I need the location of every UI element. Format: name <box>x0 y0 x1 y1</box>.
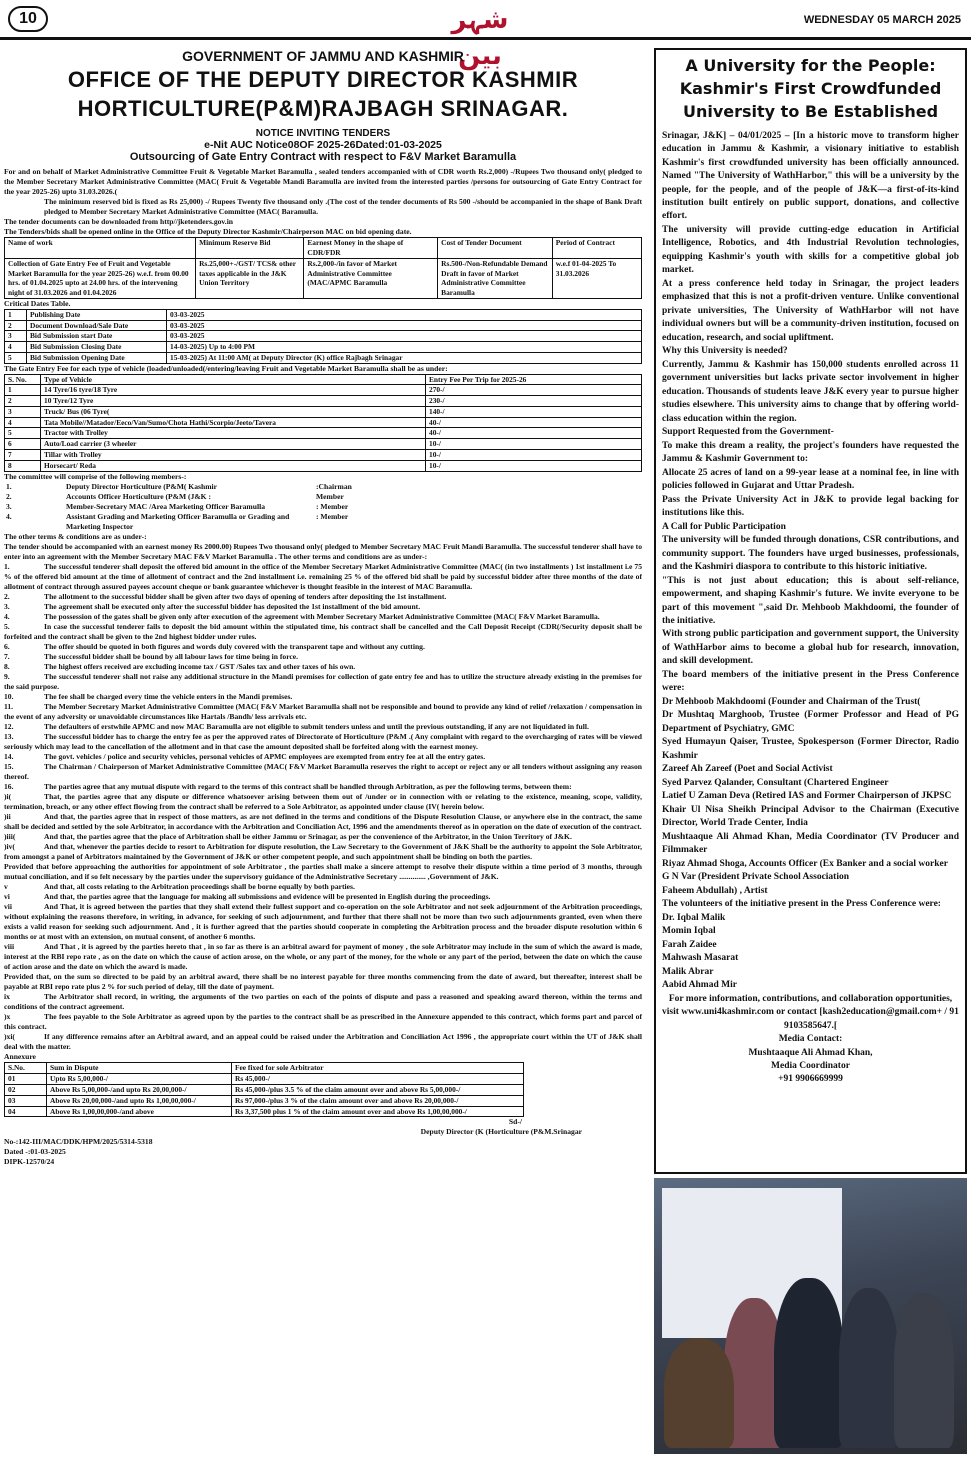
list-item: Syed Humayun Qaiser, Trustee, Spokesperson (Former Director, Radio Kashmir <box>662 737 959 761</box>
article-paragraph: Currently, Jammu & Kashmir has 150,000 students enrolled across 11 government universities but lacks private sector involvement in higher education. Thousands of students leave J&K every year to pursue higher studies elsewhere. This university aims to change that by offering world-class education within the region. <box>662 359 959 424</box>
term-number: 15. <box>4 762 14 771</box>
term-text: And that, the parties agree that the language for making all submissions and evidence will be presented in English during the proceedings. <box>44 892 491 902</box>
term-number: )i( <box>4 792 12 802</box>
term-item <box>4 592 642 602</box>
list-item-number: 4. <box>6 511 12 521</box>
list-item-role: : Member <box>316 511 349 521</box>
term-item <box>4 792 642 812</box>
list-item-text: Deputy Director Horticulture (P&M( Kashmir <box>66 481 217 491</box>
table-cell: 3 <box>5 406 41 417</box>
term-text: The fees payable to the Sole Arbitrator as agreed upon by the parties to the contract shall be as prescribed in the Annexure appended to this contract, which forms part and parcel of this contract. <box>4 1012 642 1032</box>
table-cell: Publishing Date <box>27 309 167 320</box>
list-item: Momin Iqbal <box>662 926 716 937</box>
list-item: Syed Parvez Qalander, Consultant (Chartered Engineer <box>662 777 889 788</box>
table-row <box>5 417 642 428</box>
list-item: Dr. Iqbal Malik <box>662 912 726 923</box>
table-cell: Upto Rs 5,00,000-/ <box>47 1074 232 1085</box>
table-cell: Above Rs 20,00,000-/and upto Rs 1,00,00,000-/ <box>47 1095 232 1106</box>
article-subhead: Why this University is needed? <box>662 346 788 357</box>
table-cell: 4 <box>5 417 41 428</box>
list-item: Zareef Ah Zareef (Poet and Social Activist <box>662 764 833 775</box>
work-table-header <box>5 238 642 259</box>
photo-person <box>664 1338 734 1448</box>
list-item-text: Member-Secretary MAC /Area Marketing Officer Baramulla <box>66 501 265 511</box>
provided-text: Provided that before approaching the authorities for appointment of sole Arbitrator , the parties shall make a sincere attempt to resolve their dispute within a time period of 3 months, through mutual conciliation, and if so felt necessary by the parties under the supervisory guidance of the Administrative Secretary .............. ,Government of J&K. <box>4 862 642 882</box>
term-number: 7. <box>4 651 10 661</box>
vehicle-fee-table <box>4 374 642 472</box>
term-number: 13. <box>4 731 14 741</box>
list-item-number: 2. <box>6 491 12 501</box>
photo-person <box>894 1293 954 1448</box>
term-number: )xi( <box>4 1032 15 1042</box>
term-item <box>4 762 642 782</box>
term-number: 12. <box>4 721 14 731</box>
table-row <box>5 406 642 417</box>
term-item <box>4 882 642 892</box>
list-item: Mahwash Masarat <box>662 953 739 964</box>
table-cell: 3 <box>5 331 27 342</box>
volunteers-list <box>662 912 959 993</box>
term-text: The parties agree that any mutual dispute with regard to the terms of this contract shall be handled through Arbitration, as per the following terms, between them: <box>44 782 572 792</box>
table-row <box>5 1085 524 1096</box>
term-number: 2. <box>4 591 10 601</box>
table-header-cell: Earnest Money in the shape of CDR/FDR <box>304 238 438 259</box>
list-item-role: Member <box>316 491 344 501</box>
article-paragraph: The university will provide cutting-edge education in Artificial Intelligence, Robotics, and 4th Industrial Revolution technologies, equipping Kashmir's youth with skills for a competitive global job market. <box>662 224 959 276</box>
table-cell: 4 <box>5 342 27 353</box>
term-text: That, the parties agree that any dispute or difference whatsoever arising between them out of /under or in connection with or relating to the existence, meaning, scope, validity, termination, breach, or any other effect flowing from the contract shall be referred to a Sole Arbitrator, as appointed under clause (IV( herein below. <box>4 792 642 812</box>
table-cell: 1 <box>5 309 27 320</box>
term-text: The fee shall be charged every time the vehicle enters in the Mandi premises. <box>44 691 293 701</box>
article-paragraph: The university will be funded through donations, CSR contributions, and community support. The founders have urged businesses, professionals, and the Kashmiri diaspora to contribute to this historic initiative. <box>662 535 959 573</box>
table-row <box>5 331 642 342</box>
term-item <box>4 812 642 832</box>
term-number: 3. <box>4 601 10 611</box>
list-item: G N Var (President Private School Association <box>662 872 850 883</box>
term-item <box>4 602 642 612</box>
article-paragraph: The board members of the initiative present in the Press Conference were: <box>662 669 959 694</box>
issue-date: WEDNESDAY 05 MARCH 2025 <box>803 14 961 26</box>
table-cell: Auto/Load carrier (3 wheeler <box>41 439 426 450</box>
table-cell: 2 <box>5 396 41 407</box>
term-item <box>4 782 642 792</box>
term-item <box>4 622 642 642</box>
list-item: Dr Mushtaq Marghoob, Trustee (Former Professor and Head of PG Department of Psychiatry, GMC <box>662 710 959 734</box>
table-cell: 5 <box>5 352 27 363</box>
download-text: The tender documents can be downloaded from http//jketenders.gov.in <box>4 217 234 227</box>
table-cell: 10-/ <box>426 460 642 471</box>
table-header-cell: Sum in Dispute <box>47 1063 232 1074</box>
table-cell: Above Rs 1,00,00,000-/and above <box>47 1106 232 1117</box>
media-contact-name: Mushtaaque Ali Ahmad Khan, <box>748 1047 873 1058</box>
fee-title: The Gate Entry Fee for each type of vehicle (loaded/unloaded(/entering/leaving Fruit and Vegetable Market Baramulla shall be as under: <box>4 363 448 373</box>
table-cell: Bid Submission Closing Date <box>27 342 167 353</box>
table-cell: 01 <box>5 1074 47 1085</box>
table-cell: Rs.500-/Non-Refundable Demand Draft in favor of Market Administrative Committee Baramulla <box>438 258 553 298</box>
list-item <box>4 502 642 512</box>
term-item <box>4 832 642 842</box>
term-text: The govt. vehicles / police and security vehicles, personal vehicles of APMC employees are exempted from entry fee at all the entry gates. <box>44 751 486 761</box>
term-text: The defaulters of erstwhile APMC and now MAC Baramulla are not eligible to submit tenders unless and until the previous outstanding, if any are not liquidated in full. <box>44 721 589 731</box>
reference-number: No-:142-III/MAC/DDK/HPM/2025/5314-5318 <box>4 1137 153 1147</box>
page-number: 10 <box>8 6 48 32</box>
term-text: And that, the parties agree that the place of Arbitration shall be either Jammu or Srinagar, as per the convenience of the Arbitrator, in the Union Territory of J&K. <box>44 832 572 842</box>
term-text: The possession of the gates shall be given only after execution of the agreement with Member Secretary Market Administrative Committee (MAC( F&V Market Baramulla. <box>44 611 600 621</box>
list-item <box>4 512 642 532</box>
table-cell: Bid Submission start Date <box>27 331 167 342</box>
media-contact-phone: +91 9906669999 <box>778 1074 843 1085</box>
signature-sd: Sd-/ <box>508 1117 522 1127</box>
term-text: The highest offers received are excluding income tax / GST /Sales tax and other taxes of his own. <box>44 661 356 671</box>
term-item <box>4 1012 642 1032</box>
tender-notice <box>4 48 642 1426</box>
table-cell: Rs.2,000-/in favor of Market Administrative Committee (MAC/APMC Baramulla <box>304 258 438 298</box>
table-cell: 15-03-2025) At 11:00 AM( at Deputy Director (K) office Rajbagh Srinagar <box>167 352 642 363</box>
table-cell: 1 <box>5 385 41 396</box>
enit-number: e-Nit AUC Notice08OF 2025-26Dated:01-03-2025 <box>204 139 442 152</box>
term-item <box>4 722 642 732</box>
term-text: The successful bidder shall be bound by all labour laws for time being in force. <box>44 651 299 661</box>
article-paragraph: The volunteers of the initiative present in the Press Conference were: <box>662 899 941 910</box>
term-number: 10. <box>4 691 14 701</box>
term-number: 4. <box>4 611 10 621</box>
list-item: Mushtaaque Ali Ahmad Khan, Media Coordinator (TV Producer and Filmmaker <box>662 831 959 856</box>
table-cell: 5 <box>5 428 41 439</box>
article-paragraph: With strong public participation and government support, the University of WathHarbor aims to become a global hub for research, innovation, and skill development. <box>662 629 959 667</box>
table-cell: Rs.25,000+-/GST/ TCS& other taxes applicable in the J&K Union Territory <box>196 258 304 298</box>
term-number: 16. <box>4 782 14 792</box>
term-number: 11. <box>4 701 14 711</box>
table-header-cell: Name of work <box>5 238 196 259</box>
table-cell: 6 <box>5 439 41 450</box>
term-item <box>4 942 642 972</box>
table-row <box>5 1106 524 1117</box>
min-bid-text: The minimum reserved bid is fixed as Rs 25,000) -/ Rupees Twenty five thousand only .(The cost of the tender documents of Rs 500 -/should be accompanied in the shape of Bank Draft pledged to Member Secretary Market Administrative Committee (MAC( Baramulla. <box>44 197 642 217</box>
list-item-text: Assistant Grading and Marketing Officer Baramulla or Grading and Marketing Inspector <box>66 511 290 531</box>
table-cell: 03 <box>5 1095 47 1106</box>
table-header-cell: Minimum Reserve Bid <box>196 238 304 259</box>
term-number: 9. <box>4 671 10 681</box>
notice-title: NOTICE INVITING TENDERS <box>255 128 391 140</box>
list-item <box>4 492 642 502</box>
term-item <box>4 642 642 652</box>
term-number: )iv( <box>4 842 15 852</box>
list-item-number: 3. <box>6 501 12 511</box>
term-text: The Arbitrator shall record, in writing, the arguments of the two parties on each of the points of dispute and pass a reasoned and speaking award thereon, within the terms and conditions of the contract agreement. <box>4 992 642 1012</box>
term-item <box>4 992 642 1012</box>
term-text: And that, whenever the parties decide to resort to Arbitration for dispute resolution, the Law Secretary to the Government of J&K Shall be the authority to appoint the Sole Arbitrator, from amongst a panel of Arbitrators maintained by the Government of J&K or other competent people, and such appointment shall be binding on both the parties. <box>4 842 642 862</box>
list-item: Dr Mehboob Makhdoomi (Founder and Chairman of the Trust( <box>662 696 921 707</box>
table-cell: Tata Mobile//Matador/Eeco/Van/Sumo/Chota Hathi/Scorpio/Jeeto/Tavera <box>41 417 426 428</box>
term-text: The successful bidder has to charge the entry fee as per the approved rates of Directorate of Horticulture (P&M .( Any complaint with regard to the overcharging of rates will be viewed seriously which may lead to the cancellation of the allotment and in that case the amount deposited shall be forfeited along with the earnest money. <box>4 731 642 751</box>
table-cell: Rs 45,000-/ <box>232 1074 524 1085</box>
term-number: 5. <box>4 621 10 631</box>
article-paragraph: Allocate 25 acres of land on a 99-year lease at a nominal fee, in line with policies followed in Gujarat and Uttar Pradesh. <box>662 467 959 492</box>
table-row <box>5 396 642 407</box>
term-number: )iii( <box>4 832 16 842</box>
term-item <box>4 672 642 692</box>
table-row <box>5 460 642 471</box>
reference-date: Dated -:01-03-2025 <box>4 1147 66 1157</box>
table-cell: Tillar with Trolley <box>41 450 426 461</box>
table-row <box>5 1063 524 1074</box>
term-text: And That, it is agreed between the parties that they shall extend their fullest support and co-operation on the sole Arbitrator and not seek adjournment of the Arbitration proceedings, without explaining the reasons therefore, in writing, in advance, for seeking of such adjournment, and further that there shall not be more than two such adjournments granted, even when there exists a valid reason for seeking such adjournment. And , it is further agreed that the parties should cooperate in completing the Arbitration process and the broader dispute resolution within 6 months or at most with an extension, on mutual consent, of another 6 months. <box>4 902 642 942</box>
tender-intro: For and on behalf of Market Administrative Committee Fruit & Vegetable Market Baramulla , sealed tenders accompanied with of CDR worth Rs.2,000) -/Rupees Two thousand only( pledged to the Member Secretary Market Administrative Committee (MAC( Fruit & Vegetable Mandi Baramulla are invited from the interested parties /persons for outsourcing of Gate Entry Contract for the year 2025-26) upto 31.03.2026.( <box>4 167 642 197</box>
table-cell: Collection of Gate Entry Fee of Fruit and Vegetable Market Baramulla for the year 2025-26) w.e.f. from 00.00 hrs. of 01.04.2025 upto at 24.00 hrs. of the intervening night of 31.03.2026 and 01.04.2026 <box>5 258 196 298</box>
table-cell: Rs 45,000-/plus 3.5 % of the claim amount over and above Rs 5,00,000-/ <box>232 1085 524 1096</box>
table-row <box>5 385 642 396</box>
table-cell: 14 Tyre/16 tyre/18 Tyre <box>41 385 426 396</box>
term-number: ix <box>4 992 10 1002</box>
table-row <box>5 342 642 353</box>
dipk-number: DIPK-12570/24 <box>4 1157 55 1167</box>
term-text: The offer should be quoted in both figures and words duly covered with the transparent tape and without any cutting. <box>44 641 425 651</box>
table-row <box>5 1074 524 1085</box>
term-item <box>4 902 642 942</box>
term-number: 6. <box>4 641 10 651</box>
term-item <box>4 732 642 752</box>
photo-person <box>774 1278 844 1448</box>
press-conference-photo <box>654 1178 967 1454</box>
term-number: )x <box>4 1012 11 1022</box>
term-text: The Member Secretary Market Administrative Committee (MAC( F&V Market Baramulla shall not be responsible and bound to provide any kind of relief /relaxation / compensation in the event of any adversity or unavoidable circumstances like Hartals /Bandh/ less arrivals etc. <box>4 701 642 721</box>
term-item <box>4 842 642 862</box>
list-item: Farah Zaidee <box>662 939 717 950</box>
table-header-cell: Fee fixed for sole Arbitrator <box>232 1063 524 1074</box>
table-cell: 2 <box>5 320 27 331</box>
list-item: Aabid Ahmad Mir <box>662 980 737 991</box>
term-text: The allotment to the successful bidder shall be given after two days of opening of tenders after depositing the 1st installment. <box>44 591 447 601</box>
term-item <box>4 702 642 722</box>
table-row <box>5 428 642 439</box>
term-number: viii <box>4 942 15 952</box>
list-item <box>4 482 642 492</box>
article-subhead: A Call for Public Participation <box>662 521 786 532</box>
table-cell: Document Download/Sale Date <box>27 320 167 331</box>
provided-text-2: Provided that, on the sum so directed to be paid by an arbitral award, there shall be no interest payable for three months commencing from the date of award, but thereafter, interest shall be payable at RBI repo rate plus 2 % for such period of delay, till the date of payment. <box>4 972 642 992</box>
terms-list-3 <box>4 992 642 1052</box>
table-cell: 04 <box>5 1106 47 1117</box>
table-row <box>5 1095 524 1106</box>
table-cell: 02 <box>5 1085 47 1096</box>
table-row <box>5 309 642 320</box>
term-text: If any difference remains after an Arbitral award, and an appeal could be raised under the Arbitration and Conciliation Act 1996 , the appropriate court within the UT of J&K shall deal with the matter. <box>4 1032 642 1052</box>
table-cell: Bid Submission Opening Date <box>27 352 167 363</box>
terms-list-2 <box>4 882 642 972</box>
table-cell: 14-03-2025) Up to 4:00 PM <box>167 342 642 353</box>
term-number: vi <box>4 892 10 902</box>
board-members-list <box>662 696 959 898</box>
table-row <box>5 352 642 363</box>
term-text: The successful tenderer shall deposit the offered bid amount in the office of the Member Secretary Market Administrative Committee (MAC( (in two installments ) 1st installment i.e 75 % of the offered bid amount at the time of allotment of contract and the 2nd installment i.e. remaining 25 % of the offered bid shall be paid by successful bidder after three months of the date of allotment of contract through assured payees account cheque or bank guarantee whichever is thought feasible in the interest of MAC Baramulla. <box>4 561 642 591</box>
table-cell: 40-/ <box>426 417 642 428</box>
term-text: In case the successful tenderer fails to deposit the bid amount within the stipulated time, his contract shall be cancelled and the Call Deposit Receipt (CDR(/Security deposit shall be forfeited and the contract shall be given to the 2nd highest bidder under rules. <box>4 621 642 641</box>
work-table <box>4 237 642 299</box>
media-contact-role: Media Coordinator <box>771 1060 850 1071</box>
photo-person <box>839 1288 899 1448</box>
table-cell: Horsecart/ Reda <box>41 460 426 471</box>
table-cell: 10-/ <box>426 439 642 450</box>
list-item: Latief U Zaman Deva (Retired IAS and Former Chairperson of JKPSC <box>662 791 952 802</box>
list-item: Khair Ul Nisa Sheikh Principal Advisor to the Chairman (Executive Director, World Trade Center, India <box>662 804 959 829</box>
masthead-logo: شہر بین <box>451 5 509 71</box>
term-number: vii <box>4 902 13 912</box>
office-title-line2: HORTICULTURE(P&M)RAJBAGH SRINAGAR. <box>77 96 569 122</box>
table-cell: 40-/ <box>426 428 642 439</box>
critical-dates-title: Critical Dates Table. <box>4 298 71 308</box>
terms-list <box>4 562 642 862</box>
term-text: And that, the parties agree that in respect of those matters, as are not defined in the terms and conditions of the Dispute Resolution Clause, or anywhere else in the contract, the same shall be decided and settled by the sole Arbitrator, in accordance with the Arbitration and Conciliation Act, 1996 and the amendments thereof as in operation on the date of execution of the contract. <box>4 812 642 832</box>
terms-intro: The tender should be accompanied with an earnest money Rs 2000.00) Rupees Two thousand only( pledged to Member Secretary MAC Fruit Mandi Baramulla. The successful tenderer shall have to enter into an agreement with the Member Secretary MAC F&V Market Baramulla . The other terms and conditions are as under-: <box>4 541 642 561</box>
table-cell: 8 <box>5 460 41 471</box>
table-row <box>5 450 642 461</box>
tender-subject: Outsourcing of Gate Entry Contract with respect to F&V Market Baramulla <box>129 151 517 164</box>
table-cell: 7 <box>5 450 41 461</box>
committee-title: The committee will comprise of the following members-: <box>4 471 187 481</box>
table-header-cell: S.No. <box>5 1063 47 1074</box>
term-number: 8. <box>4 661 10 671</box>
table-header-cell: Type of Vehicle <box>41 374 426 385</box>
table-cell: 230-/ <box>426 396 642 407</box>
term-number: v <box>4 882 8 892</box>
table-cell: w.e.f 01-04-2025 To 31.03.2026 <box>552 258 641 298</box>
term-text: And that, all costs relating to the Arbitration proceedings shall be borne equally by both parties. <box>44 882 355 892</box>
term-item <box>4 692 642 702</box>
article-paragraph: "This is not just about education; this is about self-reliance, empowerment, and shaping Kashmir's future. We invite everyone to be part of this movement ",said Dr. Mehboob Makhdoomi, the founder of the initiative. <box>662 575 959 626</box>
article-paragraph: Srinagar, J&K] – 04/01/2025 – [In a historic move to transform higher education in Jammu & Kashmir, a visionary initiative to establish Kashmir's first crowdfunded university has been officially announced. Named "The University of WathHarbor," this will be a university by the people, for the people, and of the people of J&K—a first-of-its-kind institution built entirely on public support, donations, and collective effort. <box>662 130 959 222</box>
govt-heading: GOVERNMENT OF JAMMU AND KASHMIR <box>182 48 464 64</box>
list-item: Riyaz Ahmad Shoga, Accounts Officer (Ex Banker and a social worker <box>662 858 948 869</box>
table-cell: Rs 97,000-/plus 3 % of the claim amount over and above Rs 20,00,000-/ <box>232 1095 524 1106</box>
term-item <box>4 562 642 592</box>
table-header-cell: Cost of Tender Document <box>438 238 553 259</box>
term-text: The Chairman / Chairperson of Market Administrative Committee (MAC( F&V Market Baramulla reserves the right to accept or reject any or all tenders without assigning any reason thereof. <box>4 762 642 782</box>
term-number: )ii <box>4 812 11 822</box>
term-item <box>4 1032 642 1052</box>
term-item <box>4 612 642 622</box>
media-contact-title: Media Contact: <box>778 1034 843 1045</box>
list-item: Faheem Abdullah) , Artist <box>662 885 768 896</box>
term-item <box>4 892 642 902</box>
list-item-number: 1. <box>6 481 12 491</box>
list-item-text: Accounts Officer Horticulture (P&M (J&K : <box>66 491 212 501</box>
term-number: 14. <box>4 751 14 761</box>
office-title-line1: OFFICE OF THE DEPUTY DIRECTOR KASHMIR <box>67 67 579 92</box>
table-row <box>5 258 642 298</box>
table-cell: 03-03-2025 <box>167 320 642 331</box>
terms-title: The other terms & conditions are as under-: <box>4 531 147 541</box>
contact-info: For more information, contributions, and collaboration opportunities, visit www.uni4kashmir.com or contact [kash2education@gmail.com+ / 91 9103585647.[ <box>662 993 959 1031</box>
annexure-table <box>4 1062 524 1117</box>
term-item <box>4 662 642 672</box>
term-text: The agreement shall be executed only after the successful bidder has deposited the 1st installment of the bid amount. <box>44 601 421 611</box>
term-item <box>4 652 642 662</box>
table-cell: 140-/ <box>426 406 642 417</box>
article-paragraph: To make this dream a reality, the project's founders have requested the Jammu & Kashmir Government to: <box>662 440 959 465</box>
table-cell: Rs 3,37,500 plus 1 % of the claim amount over and above Rs 1,00,00,000-/ <box>232 1106 524 1117</box>
committee-list <box>4 482 642 532</box>
table-row <box>5 439 642 450</box>
term-text: The successful tenderer shall not raise any additional structure in the Mandi premises for collection of gate entry fee and has to utilize the structure already existing in the premises for the said purpose. <box>4 671 642 691</box>
critical-dates-table <box>4 309 642 364</box>
signatory: Deputy Director (K (Horticulture (P&M.Srinagar <box>420 1127 582 1137</box>
list-item: Malik Abrar <box>662 966 714 977</box>
article-paragraph: Pass the Private University Act in J&K to provide legal backing for institutions like this. <box>662 494 959 519</box>
table-cell: Truck/ Bus (06 Tyre( <box>41 406 426 417</box>
term-text: And That , it is agreed by the parties hereto that , in so far as there is an arbitral award for payment of money , the sole Arbitrator may include in the sum of which the award is made, interest at the RBI repo rate , as on the date on which the cause of action arose, on the whole, or any part of the money, for the whole or any part of the period, between the date on which the cause of action arose and the date on which the award is made. <box>4 942 642 972</box>
list-item-role: :Chairman <box>316 481 352 491</box>
annexure-title: Annexure <box>4 1052 36 1062</box>
opening-text: The Tenders/bids shall be opened online in the Office of the Deputy Director Kashmir/Chairperson MAC on bid opening date. <box>4 227 412 237</box>
article-paragraph: At a press conference held today in Srinagar, the project leaders emphasized that this is not a profit-driven venture. Unlike conventional private universities, The University of WathHarbor will not have individual owners but will be a community-driven institution, focused on education, research, and social upliftment. <box>662 278 959 343</box>
table-header-cell: S. No. <box>5 374 41 385</box>
table-cell: 03-03-2025 <box>167 309 642 320</box>
table-cell: 10 Tyre/12 Tyre <box>41 396 426 407</box>
article-subhead: Support Requested from the Government- <box>662 427 834 438</box>
table-row <box>5 320 642 331</box>
table-cell: 270-/ <box>426 385 642 396</box>
list-item-role: : Member <box>316 501 349 511</box>
term-number: 1. <box>4 561 10 571</box>
table-cell: 03-03-2025 <box>167 331 642 342</box>
table-header-cell: Entry Fee Per Trip for 2025-26 <box>426 374 642 385</box>
article-headline: A University for the People: Kashmir's First Crowdfunded University to Be Established <box>679 56 942 122</box>
table-cell: Tractor with Trolley <box>41 428 426 439</box>
table-row <box>5 374 642 385</box>
table-header-cell: Period of Contract <box>552 238 641 259</box>
news-article <box>654 48 967 1174</box>
table-cell: 10-/ <box>426 450 642 461</box>
table-cell: Above Rs 5,00,000-/and upto Rs 20,00,000-/ <box>47 1085 232 1096</box>
term-item <box>4 752 642 762</box>
